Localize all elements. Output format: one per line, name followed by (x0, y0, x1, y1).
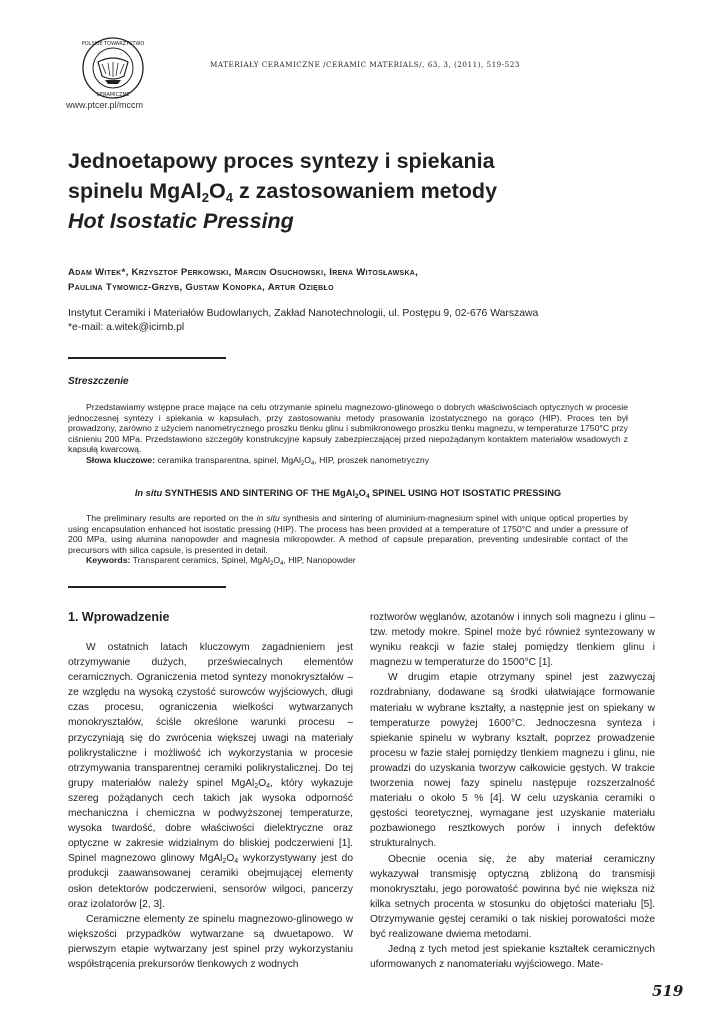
journal-reference: MATERIAŁY CERAMICZNE /CERAMIC MATERIALS/, 63, 3, (2011), 519-523 (210, 60, 520, 69)
title-line-2: spinelu $MgAl_2O_4$ z zastosowaniem metody (68, 179, 498, 205)
section-heading: 1. Wprowadzenie (68, 610, 170, 624)
abstract-heading: Streszczenie (68, 376, 129, 387)
journal-logo (72, 36, 154, 100)
body-paragraph: roztworów węglanów, azotanów i innych soli magnezu i glinu – tzw. metody mokre. Spinel może być również syntezowany w wyniku reakcji w fazie stałej pomiędzy tlenkiem glinu i magnezu w temperaturze do 1500°C [1]. (370, 612, 655, 669)
body-paragraph: Obecnie ocenia się, że aby materiał ceramiczny wykazywał transmisję optyczną zbliżoną do transmisji monokryształu, jego porowatość powinna być nie większa niż kilka setnych procenta w stosunku do objętości materiału [5]. Otrzymywanie gęstej ceramiki o tak niskiej porowatości może być realizowane dwiema metodami. (370, 853, 655, 940)
title-line-1: Jednoetapowy proces syntezy i spiekania (68, 149, 495, 173)
body-paragraph: Ceramiczne elementy ze spinelu magnezowo-glinowego w większości przypadków wytwarzane są dwuetapowo. W pierwszym etapie wytwarzany jest spinel przy wykorzystaniu współstrącenia prekursorów tlenkowych z wodnych (68, 913, 353, 970)
logo-text-bottom: CERAMICZNE (96, 92, 130, 98)
title-line-3: Hot Isostatic Pressing (68, 209, 294, 233)
abstract-en-text: The preliminary results are reported on the in situ synthesis and sintering of aluminium-magnesium spinel with unique optical properties by using encapsulation enhanced hot isostatic pressing (HIP). The process has been provided at a temperature of 1750°C and under a pressure of 200 MPa, using alumina nanopowder and magnesia mikropowder. A method of capsule preparation, preventing undesirable contact of the precursors with silica capsule, is presented in detail. (68, 513, 628, 555)
affiliation-email: *e-mail: a.witek@icimb.pl (68, 322, 185, 333)
affiliation-address: Instytut Ceramiki i Materiałów Budowlanych, Zakład Nanotechnologii, ul. Postępu 9, 02-676 Warszawa (68, 308, 539, 319)
divider-2 (68, 586, 226, 588)
abstract-pl (68, 402, 628, 466)
abstract-pl-keywords: Słowa kluczowe: ceramika transparentna, spinel, $MgAl_2O_4$, HIP, proszek nanometryczny (86, 454, 430, 467)
site-url[interactable]: www.ptcer.pl/mccm (66, 100, 144, 110)
body-right-column (370, 610, 655, 972)
body-left-column (68, 640, 353, 972)
divider-1 (68, 357, 226, 359)
authors (68, 265, 628, 295)
body-paragraph: W ostatnich latach kluczowym zagadnieniem jest otrzymywanie dużych, przeświecalnych elementów ceramicznych. Ograniczenia metod syntezy monokryształów – ze względu na wysoką czystość surowców wyjściowych, długi czas procesu, ograniczenia wielkości wytwarzanych monokryształów, ściśle określone warunki procesu – przyczyniają się do zwrócenia większej uwagi na materiały polikrystaliczne i możliwość ich wykorzystania w procesie otrzymywania transparentnej ceramiki polikrystalicznej. Do tej grupy materiałów należy spinel $MgAl_2O_4$, który wykazuje szereg pożądanych cech takich jak wysoka odporność mechaniczna i chemiczna w podwyższonej temperaturze, wysoka twardość, dobre właściwości dielektryczne oraz optyczne w zakresie widzialnym do bliskiej podczerwieni [1]. Spinel magnezowo glinowy $MgAl_2O_4$ wykorzystywany jest do produkcji zaawansowanej ceramiki obejmującej elementy osłon detektorów podczerwieni, sensorów wilgoci, pancerzy oraz izolatorów [2, 3]. (68, 642, 353, 910)
abstract-pl-text: Przedstawiamy wstępne prace mające na celu otrzymanie spinelu magnezowo-glinowego o dobrych właściwościach optycznych w procesie jednoczesnej syntezy i spiekania w kapsułach, przy zastosowaniu metody prasowania izostatycznego na gorąco (HIP). Proces ten był prowadzony, zarówno z użyciem nanometrycznego proszku tlenku glinu i submikronowego proszku tlenku magnezu, w temperaturze 1750°C przy ciśnieniu 200 MPa. Przedstawiono szczegóły konstrukcyjne kapsuły zabezpieczającej przed niepożądanym kontaktem materiałów wsadowych z kapsułą kwarcową. (68, 402, 628, 455)
body-paragraph: Jedną z tych metod jest spiekanie kształtek ceramicznych uformowanych z nanomateriału wyjściowego. Mate- (370, 944, 655, 971)
authors-line-1: Adam Witek*, Krzysztof Perkowski, Marcin Osuchowski, Irena Witosławska, (68, 267, 419, 278)
logo-text-top: POLSKIE TOWARZYSTWO (81, 41, 145, 47)
abstract-en (68, 513, 628, 566)
abstract-en-keywords: Keywords: Transparent ceramics, Spinel, $MgAl_2O_4$, HIP, Nanopowder (86, 555, 356, 568)
page-number: 519 (652, 982, 684, 1000)
body-paragraph: W drugim etapie otrzymany spinel jest zazwyczaj rozdrabniany, dodawane są środki ułatwiające formowanie materiału w wybrane kształty, a następnie jest on spiekany w temperaturze powyżej 1600°C. Jednoczesna synteza i spiekanie spinelu w wybrany kształt, poprzez prowadzenie procesu w fazie stałej pomiędzy tlenkiem magnezu i glinu, nie prowadzi do uzyskania tworzyw całkowicie gęstych. W trakcie tworzenia nowej fazy spinelu następuje rozszerzalność materiału o około 5 % [4]. W celu uzyskania ceramiki o gęstości teoretycznej, wymagane jest uzyskanie materiału pozbawionego resztkowych porów i innych defektów strukturalnych. (370, 672, 655, 850)
authors-line-2: Paulina Tymowicz-Grzyb, Gustaw Konopka, Artur Oziębło (68, 282, 334, 293)
paper-title (68, 146, 628, 236)
english-title: In situ SYNTHESIS AND SINTERING OF THE $MgAl_2O_4$ SPINEL USING HOT ISOSTATIC PRESSING (134, 488, 562, 500)
affiliation (68, 307, 628, 335)
